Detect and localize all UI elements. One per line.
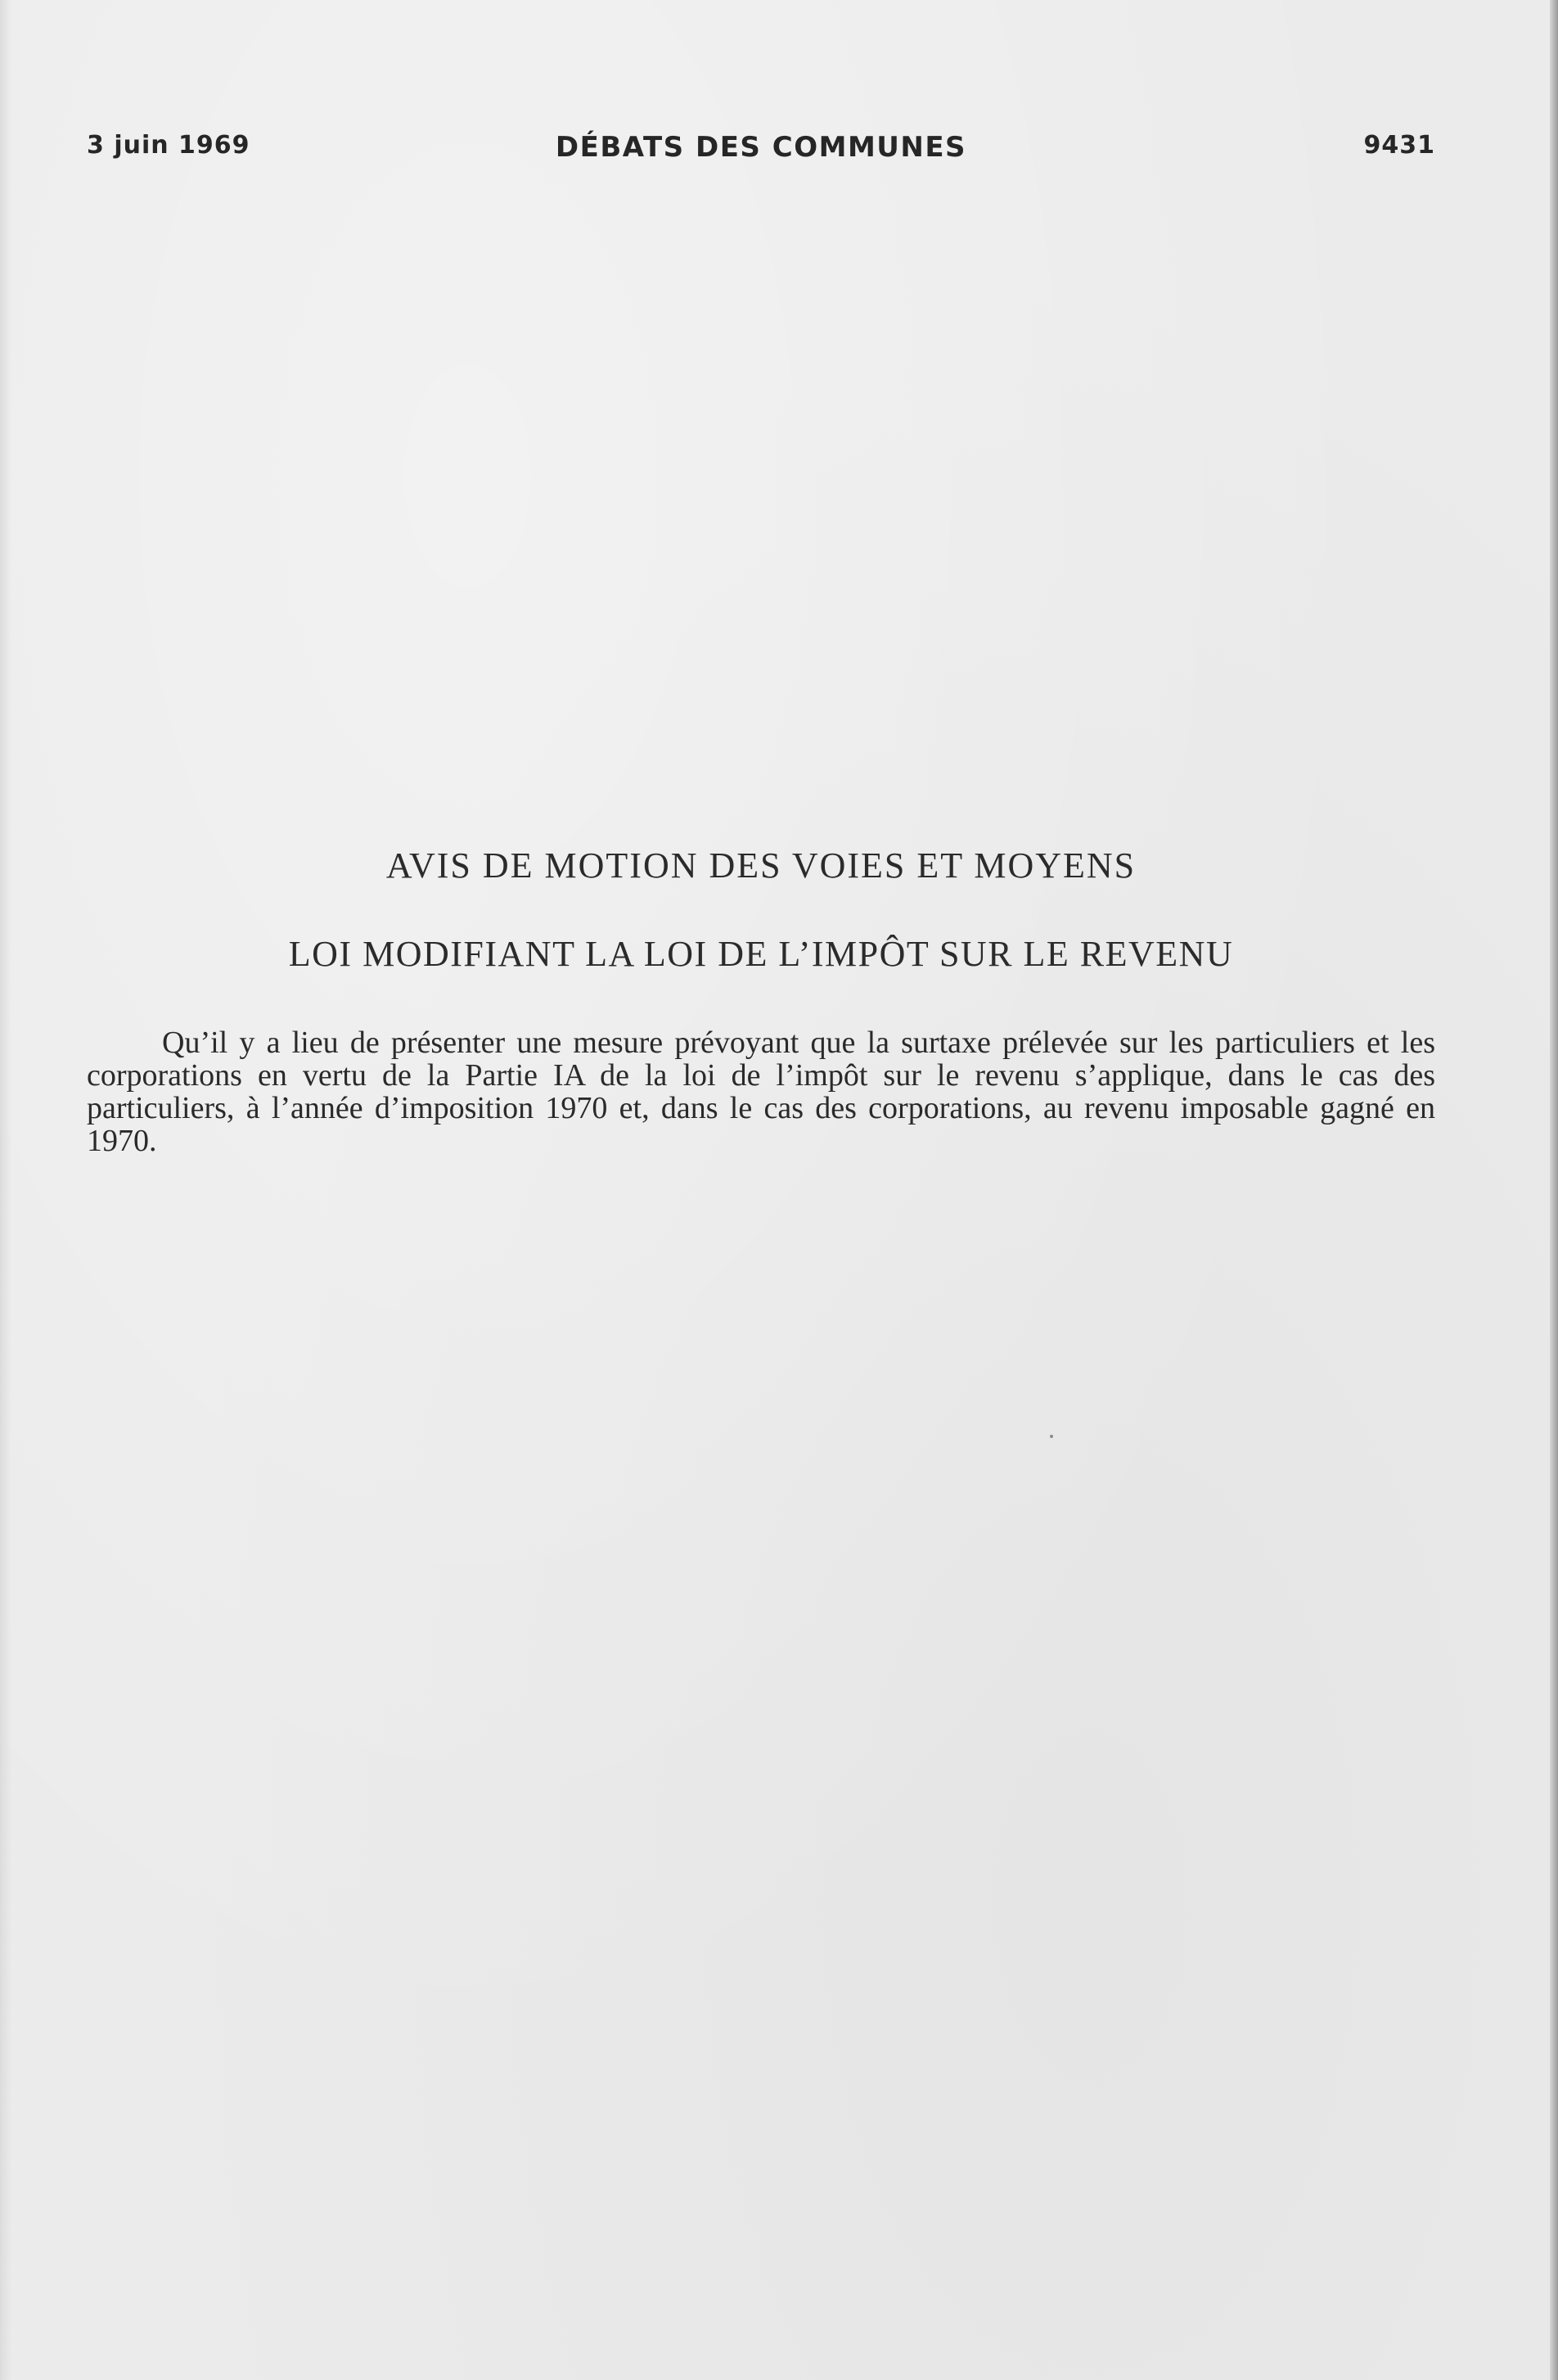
running-head-title: DÉBATS DES COMMUNES — [555, 131, 967, 164]
running-head-date: 3 juin 1969 — [87, 131, 250, 160]
notice-heading: AVIS DE MOTION DES VOIES ET MOYENS — [385, 845, 1137, 886]
page-edge-left — [0, 0, 11, 2380]
page-edge-right — [1550, 0, 1558, 2380]
running-head — [87, 131, 1435, 172]
notice-subheading: LOI MODIFIANT LA LOI DE L’IMPÔT SUR LE REVENU — [288, 934, 1234, 974]
motion-text: Qu’il y a lieu de présenter une mesure prévoyant que la surtaxe prélevée sur les particuliers et les corporations en vertu de la Partie IA de la loi de l’impôt sur le revenu s’applique, dans le cas des particuliers, à l’année d’imposition 1970 et, dans le cas des corporations, au revenu imposable gagné en 1970. — [87, 1025, 1435, 1158]
paper-speck — [1050, 1435, 1053, 1438]
page-number: 9431 — [1363, 131, 1435, 160]
